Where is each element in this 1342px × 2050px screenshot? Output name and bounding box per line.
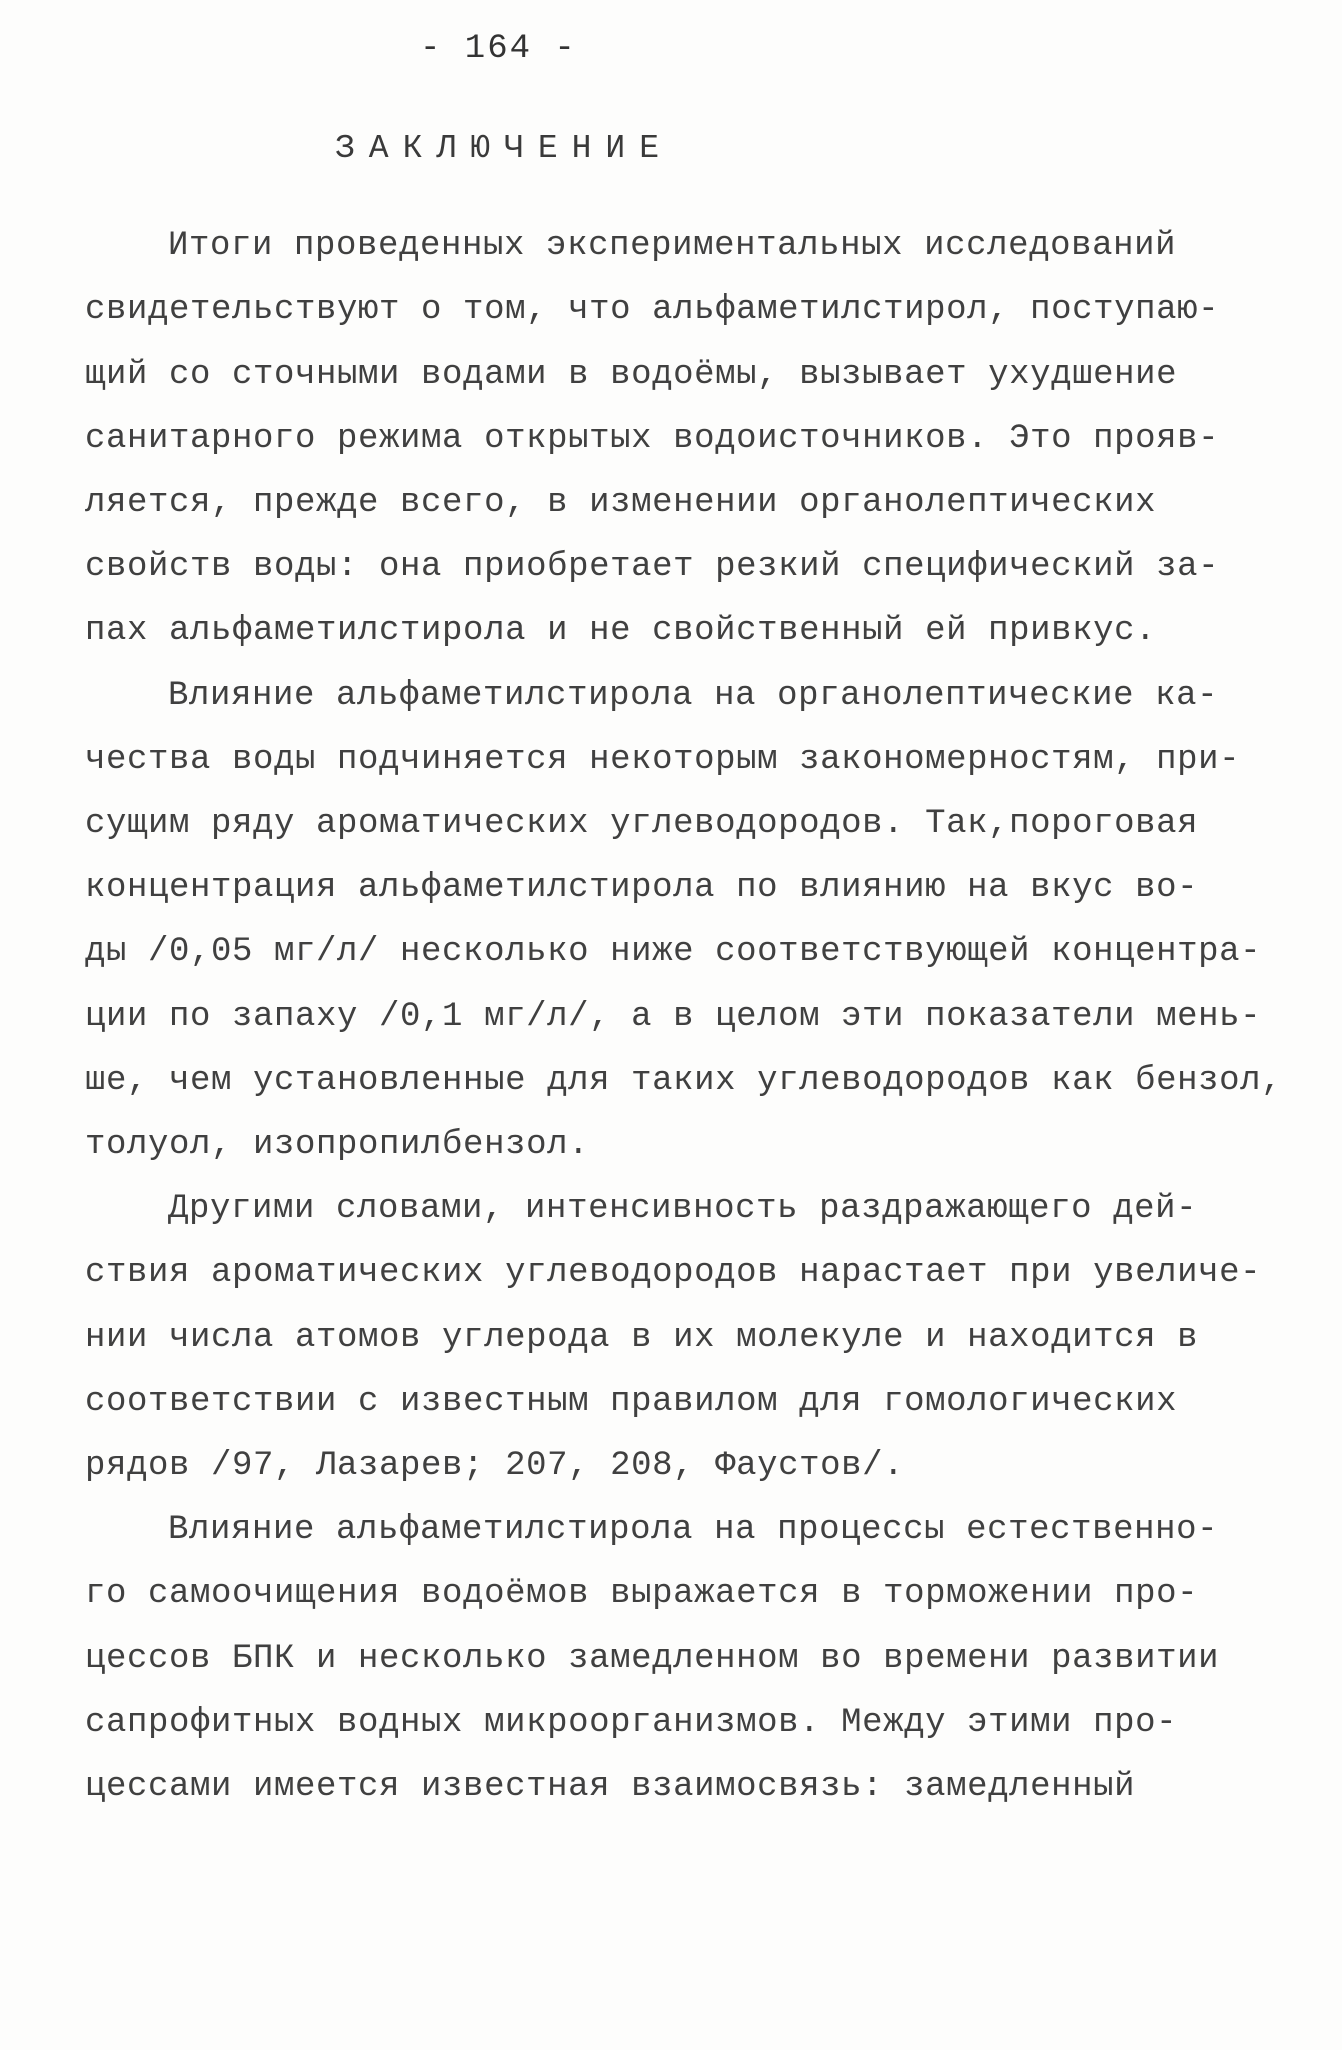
text-line: концентрация альфаметилстирола по влиянию на вкус во- — [85, 869, 1199, 907]
text-line: цессов БПК и несколько замедленном во времени развитии — [85, 1640, 1220, 1678]
text-line: сущим ряду ароматических углеводородов. Так,пороговая — [85, 805, 1199, 843]
text-line: го самоочищения водоёмов выражается в торможении про- — [85, 1575, 1199, 1613]
page-number: - 164 - — [420, 30, 577, 68]
text-line: сапрофитных водных микроорганизмов. Между этими про- — [85, 1704, 1178, 1742]
text-line: ствия ароматических углеводородов нарастает при увеличе- — [85, 1254, 1262, 1292]
text-line: пах альфаметилстирола и не свойственный ей привкус. — [85, 612, 1157, 650]
text-line: Итоги проведенных экспериментальных исследований — [168, 227, 1177, 265]
text-line: ляется, прежде всего, в изменении органолептических — [85, 484, 1157, 522]
text-line: ше, чем установленные для таких углеводородов как бензол, — [85, 1062, 1283, 1100]
text-line: Другими словами, интенсивность раздражающего дей- — [168, 1190, 1198, 1228]
text-line: цессами имеется известная взаимосвязь: замедленный — [85, 1768, 1136, 1806]
text-line: свойств воды: она приобретает резкий специфический за- — [85, 548, 1220, 586]
text-line: ции по запаху /0,1 мг/л/, а в целом эти показатели мень- — [85, 998, 1262, 1036]
text-line: рядов /97, Лазарев; 207, 208, Фаустов/. — [85, 1447, 905, 1485]
text-line: ды /0,05 мг/л/ несколько ниже соответствующей концентра- — [85, 933, 1262, 971]
text-line: Влияние альфаметилстирола на процессы естественно- — [168, 1511, 1219, 1549]
text-line: свидетельствуют о том, что альфаметилстирол, поступаю- — [85, 291, 1220, 329]
text-line: соответствии с известным правилом для гомологических — [85, 1383, 1178, 1421]
section-heading: ЗАКЛЮЧЕНИЕ — [335, 130, 674, 167]
text-line: чества воды подчиняется некоторым закономерностям, при- — [85, 741, 1241, 779]
text-line: толуол, изопропилбензол. — [85, 1126, 590, 1164]
text-line: Влияние альфаметилстирола на органолептические ка- — [168, 677, 1219, 715]
text-line: нии числа атомов углерода в их молекуле и находится в — [85, 1319, 1199, 1357]
text-line: щий со сточными водами в водоёмы, вызывает ухудшение — [85, 356, 1178, 394]
text-line: санитарного режима открытых водоисточников. Это прояв- — [85, 420, 1220, 458]
